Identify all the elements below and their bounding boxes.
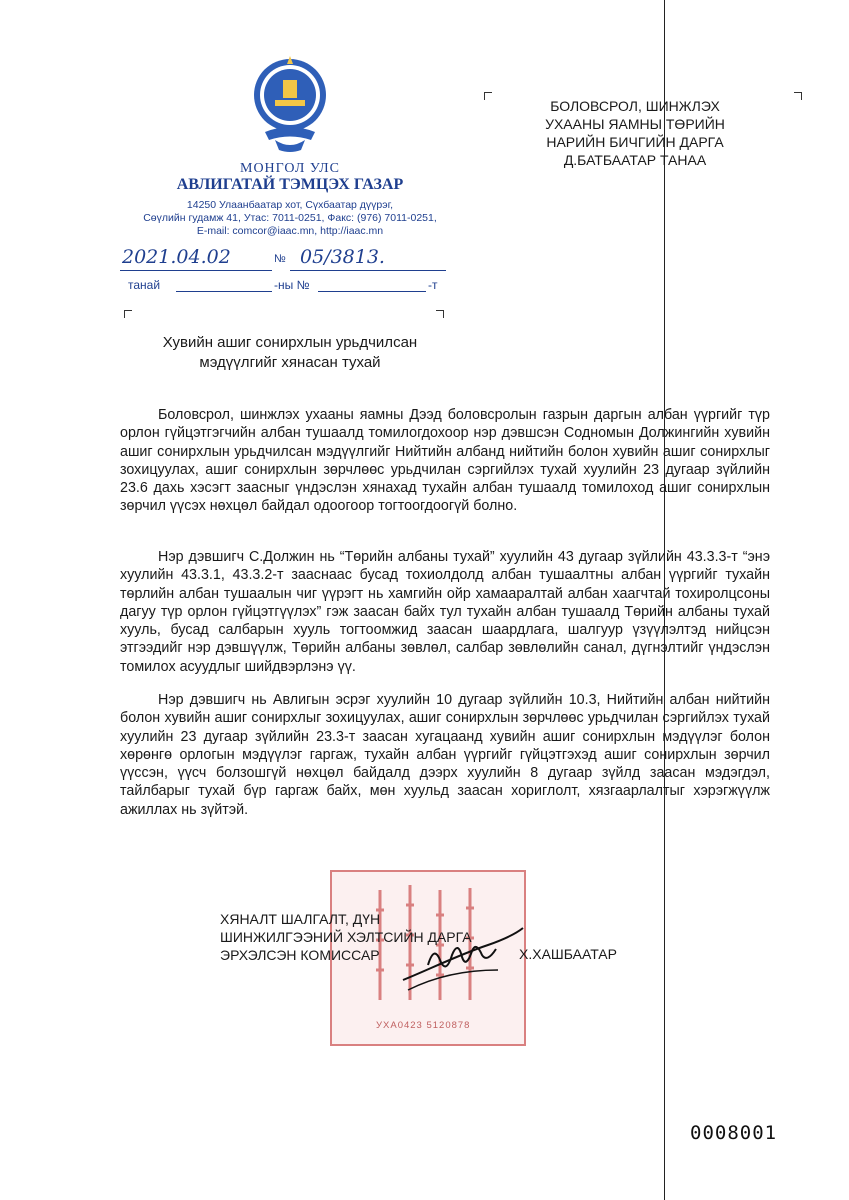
agency-name: АВЛИГАТАЙ ТЭМЦЭХ ГАЗАР xyxy=(176,176,404,193)
corner-mark xyxy=(124,310,132,318)
recipient-line: НАРИЙН БИЧГИЙН ДАРГА xyxy=(546,134,724,150)
reply-date-underline xyxy=(176,291,272,292)
letter-body xyxy=(120,691,770,819)
address-line: E-mail: comcor@iaac.mn, http://iaac.mn xyxy=(196,225,384,237)
signatory-title: ХЯНАЛТ ШАЛГАЛТ, ДҮН xyxy=(220,911,381,927)
number-underline xyxy=(290,270,446,271)
recipient-line: БОЛОВСРОЛ, ШИНЖЛЭХ xyxy=(550,98,720,114)
corner-mark xyxy=(484,92,492,100)
agency-address xyxy=(110,199,470,238)
signatory-title: ЭРХЭЛСЭН КОМИССАР xyxy=(220,947,380,963)
subject-line: Хувийн ашиг сонирхлын урьдчилсан xyxy=(162,334,418,351)
address-line: 14250 Улаанбаатар хот, Сүхбаатар дүүрэг, xyxy=(186,199,394,211)
stamp-code: УХА0423 5120878 xyxy=(376,1020,471,1031)
handwritten-signature-icon xyxy=(398,920,528,995)
reply-mid: -ны № xyxy=(274,278,310,292)
reply-suffix: -т xyxy=(428,278,438,292)
recipient-line: УХААНЫ ЯАМНЫ ТӨРИЙН xyxy=(545,116,725,132)
recipient-line: Д.БАТБААТАР ТАНАА xyxy=(563,152,707,168)
recipient-block xyxy=(520,97,750,169)
reply-prefix: танай xyxy=(128,278,161,292)
body-paragraph: Нэр дэвшигч С.Должин нь “Төрийн албаны тухай” хуулийн 43 дугаар зүйлийн 43.3.3-т “энэ хуулийн 43.3.1, 43.3.2-т зааснаас бусад тохиолдолд албан тушаалтны албан үүргийг тухайн төрлийн албан тушаалын чиг үүрэгт нь хамгийн ойр хамааралтай албан хаагчтай тохиролцсоны дагуу түр орлон гүйцэтгүүлэх” гэж заасан байх тул тухайн албан тушаалд Төрийн албаны тухай хууль, бусад салбарын хууль тогтоомжид заасан шаардлага, шалгуур үзүүлэлтэд нийцсэн этгээдийг нэр дэвшүүлж, Төрийн албаны зөвлөл, салбар зөвлөлийн санал, дүгнэлтийг үндэслэн томилох асуудлыг шийдвэрлэнэ үү. xyxy=(120,549,770,675)
state-emblem-icon xyxy=(245,40,335,160)
date-underline xyxy=(120,270,272,271)
letter-number: 05/3813. xyxy=(300,246,385,268)
subject-line: мэдүүлгийг хянасан тухай xyxy=(199,354,381,371)
number-label: № xyxy=(274,253,286,265)
body-paragraph: Боловсрол, шинжлэх ухааны яамны Дээд боловсролын газрын даргын албан үүргийг түр орлон гүйцэтгэгчийн албан тушаалд томилогдохоор нэр дэвшсэн Содномын Должингийн хувийн ашиг сонирхлын урьдчилсан мэдүүлгийг Нийтийн албанд нийтийн болон хувийн ашиг сонирхлыг зохицуулах, ашиг сонирхлын зөрчлөөс урьдчилан сэргийлэх тухай хуулийн 23 дугаар зүйлийн 23.6 дахь хэсэгт заасныг үндэслэн хянахад тухайн албан тушаалд томилоход ашиг сонирхлын зөрчил үүсэх нөхцөл байдал одоогоор тогтоогдоогүй болно. xyxy=(120,407,770,515)
page-number: 0008001 xyxy=(690,1122,778,1144)
body-paragraph: Нэр дэвшигч нь Авлигын эсрэг хуулийн 10 дугаар зүйлийн 10.3, Нийтийн албан нийтийн болон хувийн ашиг сонирхлыг зохицуулах, ашиг сонирхлын зөрчлөөс урьдчилан сэргийлэх тухай хуулийн 23 дугаар зүйлийн 23.3-т заасан хугацаанд хувийн ашиг сонирхлын мэдүүлэг болон хөрөнгө орлогын мэдүүлэг гаргаж, тухайн албан үүргийг гүйцэтгэхэд ашиг сонирхлын зөрчил үүссэн, үүсч болзошгүй нөхцөл байдалд дээрх хуулийн 8 дугаар зүйлд заасан мэдэгдэл, тайлбарыг тухай бүр гаргаж байх, мөн хуульд заасан хориглолт, хязгаарлалтыг хэрэгжүүлж ажиллах нь зүйтэй. xyxy=(120,692,770,818)
corner-mark xyxy=(436,310,444,318)
letter-subject xyxy=(125,333,455,373)
address-line: Сөүлийн гудамж 41, Утас: 7011-0251, Факс: (976) 7011-0251, xyxy=(143,212,437,224)
signatory-title: ШИНЖИЛГЭЭНИЙ ХЭЛТСИЙН ДАРГА xyxy=(220,929,472,945)
letter-date: 2021.04.02 xyxy=(122,246,231,268)
corner-mark xyxy=(794,92,802,100)
letter-body xyxy=(120,406,770,516)
reply-number-underline xyxy=(318,291,426,292)
letter-body xyxy=(120,548,770,676)
country-name: МОНГОЛ УЛС xyxy=(240,161,340,176)
signatory-name: Х.ХАШБААТАР xyxy=(519,946,617,962)
